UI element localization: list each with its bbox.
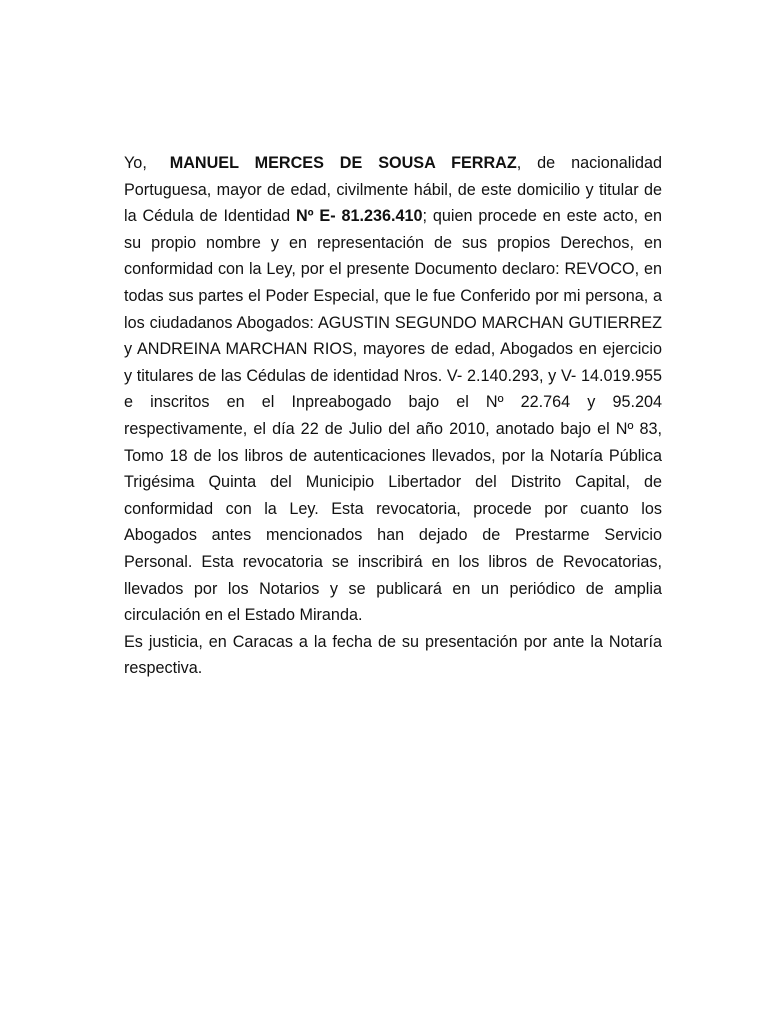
nationality-text: , de nacionalidad Portuguesa, mayor de edad, civilmente hábil, de este domicilio y titular de la Cédula de Identidad — [124, 154, 662, 226]
id-card-number: Nº E- 81.236.410 — [295, 207, 423, 226]
intro-text: Yo, — [124, 154, 163, 172]
revocation-text: ; quien procede en este acto, en su propio nombre y en representación de sus propios Derechos, en conformidad con la Ley, por el presente Documento declaro: REVOCO, en todas sus partes el Poder Especial, que le fue Conferido por mi persona, a los ciudadanos Abogados: AGUSTIN SEGUNDO MARCHAN GUTIERREZ y ANDREINA MARCHAN RIOS, mayores de edad, Abogados en ejercicio y titulares de las Cédulas de identidad Nros. V- 2.140.293, y V- 14.019.955 e inscritos en el Inpreabogado bajo el Nº 22.764 y 95.204 respectivamente, el día 22 de Julio del año 2010, anotado bajo el Nº 83, Tomo 18 de los libros de autenticaciones llevados, por la Notaría Pública Trigésima Quinta del Municipio Libertador del Distrito Capital, de conformidad con la Ley. Esta revocatoria, procede por cuanto los Abogados antes mencionados han dejado de Prestarme Servicio Personal. Esta revocatoria se inscribirá en los libros de Revocatorias, llevados por los Notarios y se publicará en un periódico de amplia circulación en el Estado Miranda. — [124, 207, 662, 625]
document-body — [124, 150, 662, 682]
closing-paragraph: Es justicia, en Caracas a la fecha de su presentación por ante la Notaría respectiva. — [124, 632, 662, 678]
revocation-paragraph — [124, 150, 662, 629]
grantor-name: MANUEL MERCES DE SOUSA FERRAZ — [169, 154, 517, 172]
